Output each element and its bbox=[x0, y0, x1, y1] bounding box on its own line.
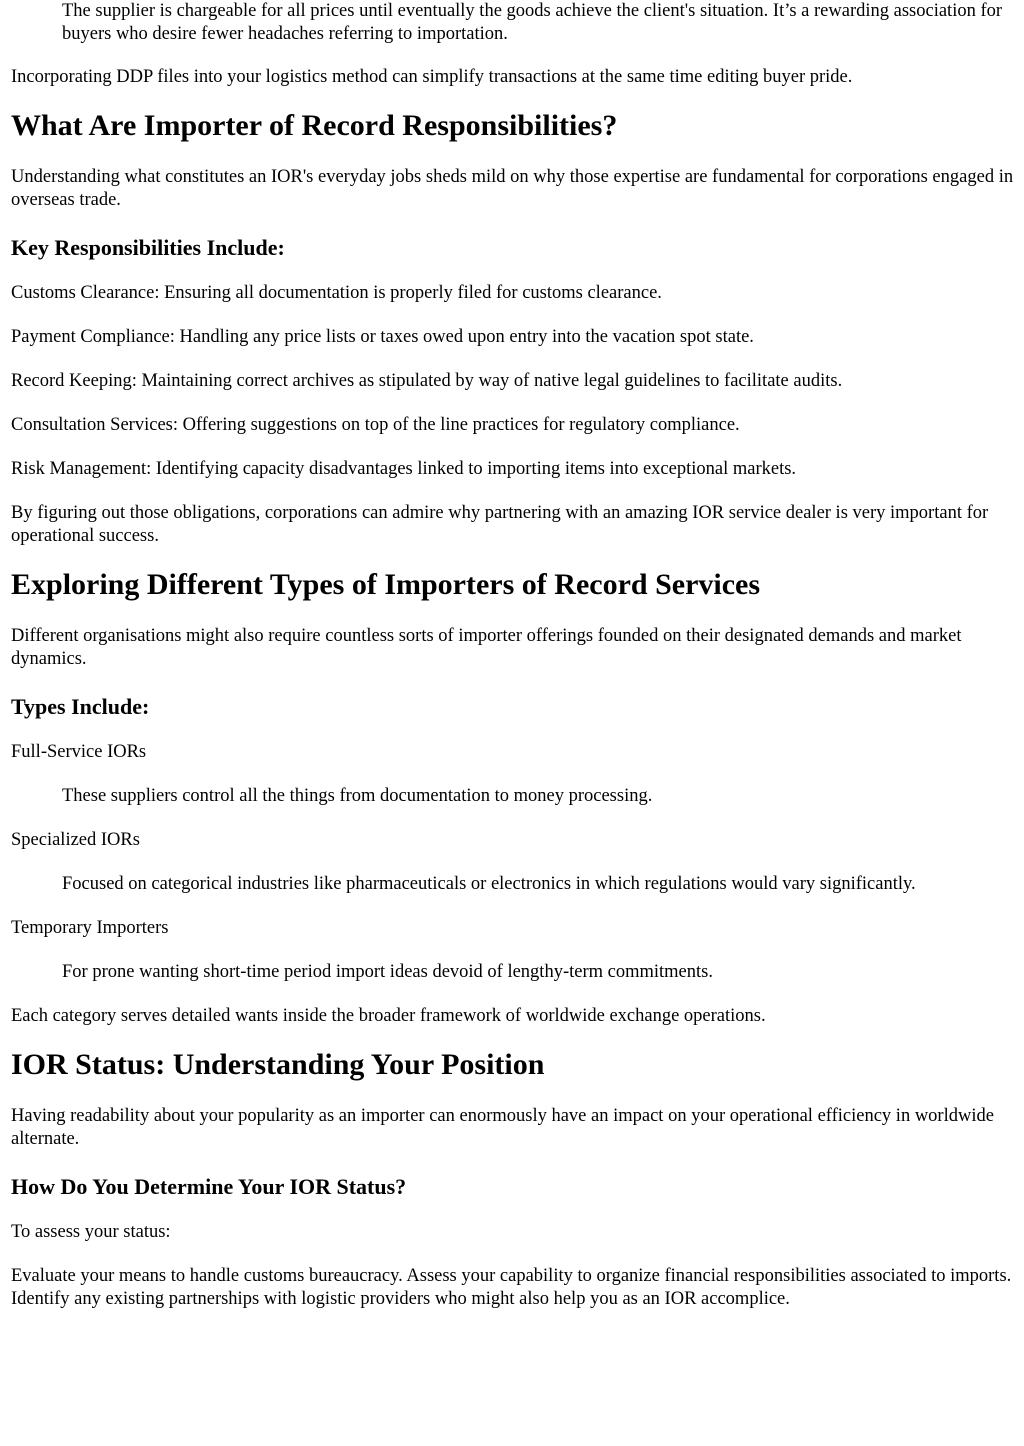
intro-paragraph: Incorporating DDP files into your logistics method can simplify transactions at the same time editing buyer pride. bbox=[11, 67, 853, 87]
paragraph: Evaluate your means to handle customs bureaucracy. Assess your capability to organize financial responsibilities associated to imports. Identify any existing partnerships with logistic providers who might also help you as an IOR accomplice. bbox=[11, 1266, 1012, 1309]
section-heading-ior-status: IOR Status: Understanding Your Position bbox=[11, 1048, 545, 1081]
type-term: Specialized IORs bbox=[11, 830, 140, 850]
responsibility-item: Risk Management: Identifying capacity disadvantages linked to importing items into exceptional markets. bbox=[11, 459, 797, 479]
intro-definition: The supplier is chargeable for all prices until eventually the goods achieve the client's situation. It’s a rewarding association for buyers who desire fewer headaches referring to importation. bbox=[62, 1, 1003, 44]
responsibility-item: Record Keeping: Maintaining correct archives as stipulated by way of native legal guidelines to facilitate audits. bbox=[11, 371, 843, 391]
section-heading-responsibilities: What Are Importer of Record Responsibilities? bbox=[11, 109, 618, 142]
subheading-key-responsibilities: Key Responsibilities Include: bbox=[11, 235, 285, 260]
subheading-types-include: Types Include: bbox=[11, 694, 150, 719]
type-description: For prone wanting short-time period import ideas devoid of lengthy-term commitments. bbox=[62, 962, 713, 982]
responsibility-item: Customs Clearance: Ensuring all documentation is properly filed for customs clearance. bbox=[11, 283, 662, 303]
responsibility-item: Consultation Services: Offering suggestions on top of the line practices for regulatory compliance. bbox=[11, 415, 740, 435]
paragraph: By figuring out those obligations, corporations can admire why partnering with an amazing IOR service dealer is very important for operational success. bbox=[11, 503, 989, 546]
paragraph: To assess your status: bbox=[11, 1222, 171, 1242]
section-heading-types: Exploring Different Types of Importers of Record Services bbox=[11, 568, 761, 601]
document-body bbox=[11, 0, 1016, 1311]
subheading-determine-status: How Do You Determine Your IOR Status? bbox=[11, 1174, 407, 1199]
paragraph: Each category serves detailed wants inside the broader framework of worldwide exchange operations. bbox=[11, 1006, 766, 1026]
paragraph: Having readability about your popularity as an importer can enormously have an impact on your operational efficiency in worldwide alternate. bbox=[11, 1106, 994, 1149]
type-description: These suppliers control all the things from documentation to money processing. bbox=[62, 786, 653, 806]
paragraph: Understanding what constitutes an IOR's everyday jobs sheds mild on why those expertise are fundamental for corporations engaged in overseas trade. bbox=[11, 167, 1014, 210]
responsibility-item: Payment Compliance: Handling any price lists or taxes owed upon entry into the vacation spot state. bbox=[11, 327, 754, 347]
paragraph: Different organisations might also require countless sorts of importer offerings founded on their designated demands and market dynamics. bbox=[11, 626, 962, 669]
type-term: Full-Service IORs bbox=[11, 742, 147, 762]
type-term: Temporary Importers bbox=[11, 918, 169, 938]
type-description: Focused on categorical industries like pharmaceuticals or electronics in which regulations would vary significantly. bbox=[62, 874, 916, 894]
